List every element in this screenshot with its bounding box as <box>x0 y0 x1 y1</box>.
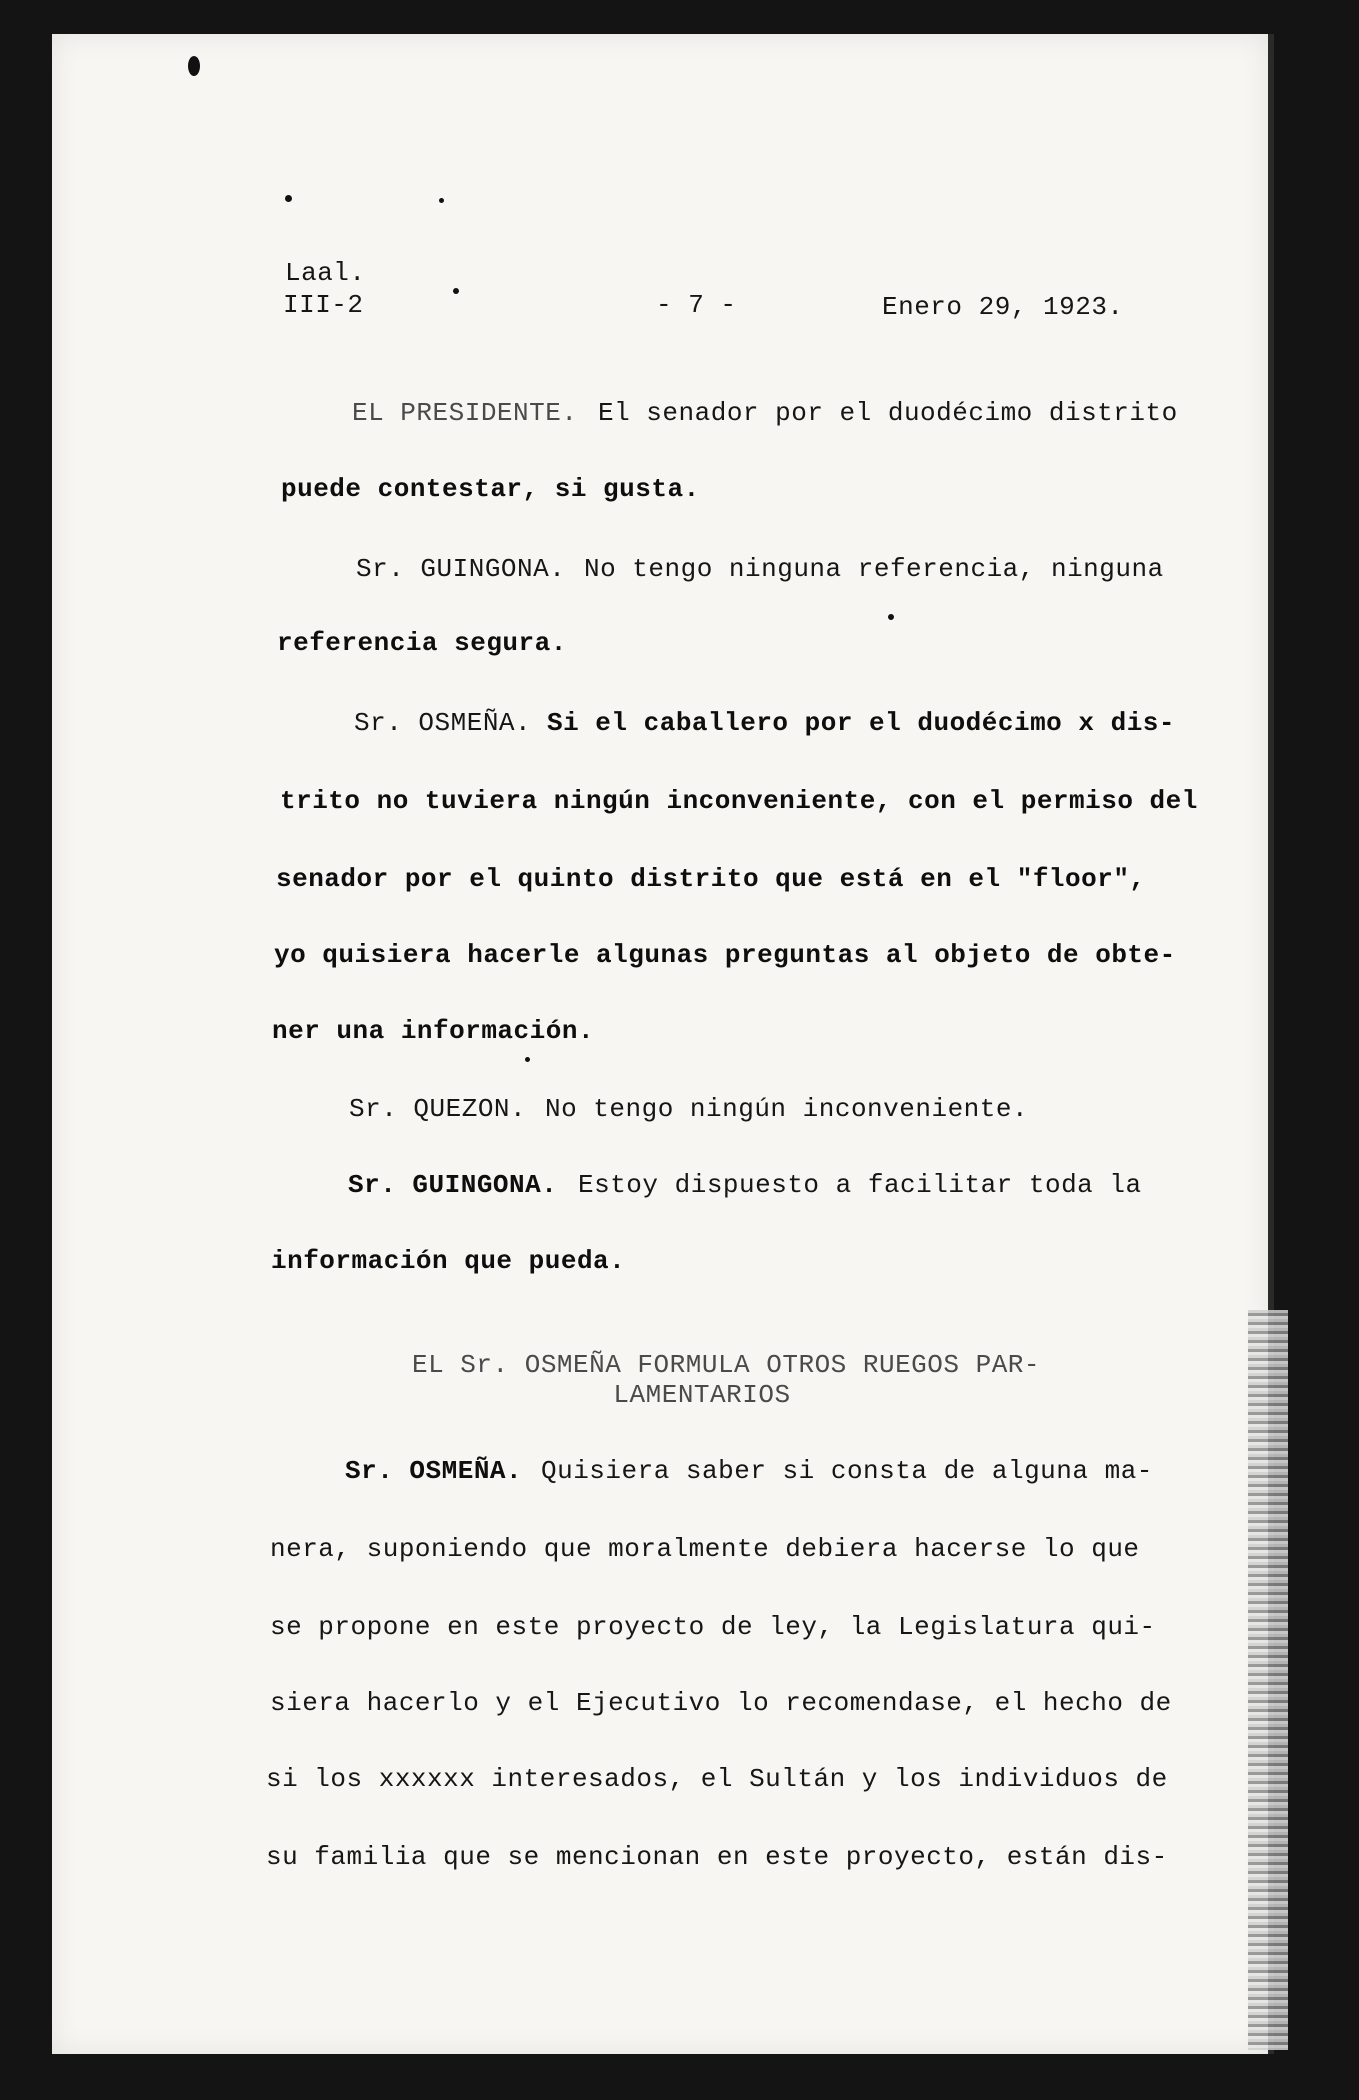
ink-speck <box>453 288 459 294</box>
text-line: No tengo ningún inconveniente. <box>545 1094 1029 1124</box>
speaker-guingona: Sr. GUINGONA. <box>348 1170 558 1200</box>
speaker-osmena: Sr. OSMEÑA. <box>345 1456 523 1486</box>
text-line: El senador por el duodécimo distrito <box>598 398 1178 428</box>
speaker-quezon: Sr. QUEZON. <box>349 1094 527 1124</box>
text-line: si los xxxxxx interesados, el Sultán y los individuos de <box>266 1764 1168 1794</box>
document-page <box>52 34 1274 2054</box>
ink-speck <box>188 56 200 76</box>
text-line: yo quisiera hacerle algunas preguntas al objeto de obte- <box>274 940 1176 970</box>
doc-code-line1: Laal. <box>285 258 366 288</box>
text-line: referencia segura. <box>277 628 567 658</box>
text-line: información que pueda. <box>271 1246 626 1276</box>
text-line: senador por el quinto distrito que está en el "floor", <box>276 864 1146 894</box>
page-edge-strip <box>1248 1310 1288 2050</box>
text-line: No tengo ninguna referencia, ninguna <box>584 554 1164 584</box>
text-line: Quisiera saber si consta de alguna ma- <box>541 1456 1153 1486</box>
text-line: nera, suponiendo que moralmente debiera hacerse lo que <box>270 1534 1140 1564</box>
text-line: Estoy dispuesto a facilitar toda la <box>578 1170 1142 1200</box>
ink-speck <box>888 614 894 620</box>
ink-speck <box>439 198 444 203</box>
document-date: Enero 29, 1923. <box>882 292 1124 322</box>
ink-speck <box>525 1057 530 1062</box>
ink-speck <box>285 195 292 202</box>
text-line: Si el caballero por el duodécimo x dis- <box>547 708 1175 738</box>
doc-code-line2: III-2 <box>283 290 364 320</box>
text-line: puede contestar, si gusta. <box>281 474 700 504</box>
section-heading-line2: LAMENTARIOS <box>613 1380 791 1410</box>
text-line: su familia que se mencionan en este proyecto, están dis- <box>266 1842 1168 1872</box>
speaker-osmena: Sr. OSMEÑA. <box>354 708 532 738</box>
text-line: trito no tuviera ningún inconveniente, con el permiso del <box>280 786 1198 816</box>
section-heading-line1: EL Sr. OSMEÑA FORMULA OTROS RUEGOS PAR- <box>412 1350 1040 1380</box>
text-line: ner una información. <box>272 1016 595 1046</box>
page-number: - 7 - <box>656 290 737 320</box>
text-line: siera hacerlo y el Ejecutivo lo recomendase, el hecho de <box>270 1688 1172 1718</box>
text-line: se propone en este proyecto de ley, la Legislatura qui- <box>270 1612 1156 1642</box>
speaker-presidente: EL PRESIDENTE. <box>352 398 578 428</box>
speaker-guingona: Sr. GUINGONA. <box>356 554 566 584</box>
